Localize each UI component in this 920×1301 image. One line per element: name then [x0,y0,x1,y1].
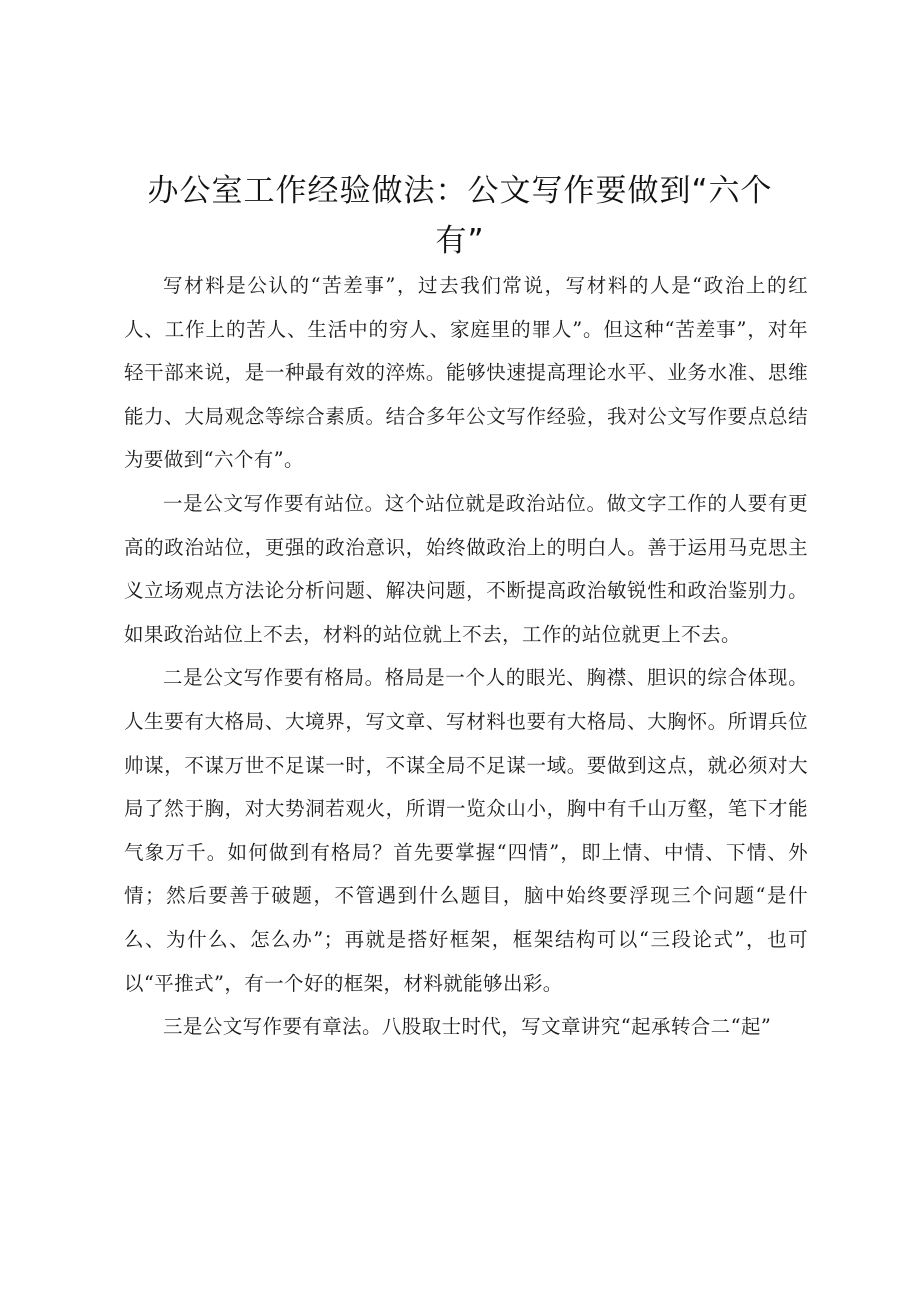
document-body [124,264,808,1049]
paragraph-vision: 二是公文写作要有格局。格局是一个人的眼光、胸襟、胆识的综合体现。人生要有大格局、大境界，写文章、写材料也要有大格局、大胸怀。所谓兵位帅谋，不谋万世不足谋一时，不谋全局不足谋一域。要做到这点，就必须对大局了然于胸，对大势洞若观火，所谓一览众山小，胸中有千山万壑，笔下才能气象万千。如何做到有格局？首先要掌握“四情”，即上情、中情、下情、外情；然后要善于破题，不管遇到什么题目，脑中始终要浮现三个问题“是什么、为什么、怎么办”；再就是搭好框架，框架结构可以“三段论式”，也可以“平推式”，有一个好的框架，材料就能够出彩。 [124,666,808,995]
paragraph-method: 三是公文写作要有章法。八股取士时代，写文章讲究“起承转合二“起” [163,1015,772,1039]
document-title: 办公室工作经验做法：公文写作要做到“六个有” [147,173,773,259]
paragraph-intro: 写材料是公认的“苦差事”，过去我们常说，写材料的人是“政治上的红人、工作上的苦人、生活中的穷人、家庭里的罪人”。但这种“苦差事”，对年轻干部来说，是一种最有效的淬炼。能够快速提高理论水平、业务水准、思维能力、大局观念等综合素质。结合多年公文写作经验，我对公文写作要点总结为要做到“六个有”。 [124,274,808,472]
paragraph-standpoint: 一是公文写作要有站位。这个站位就是政治站位。做文字工作的人要有更高的政治站位，更强的政治意识，始终做政治上的明白人。善于运用马克思主义立场观点方法论分析问题、解决问题，不断提高政治敏锐性和政治鉴别力。如果政治站位上不去，材料的站位就上不去，工作的站位就更上不去。 [124,491,808,646]
